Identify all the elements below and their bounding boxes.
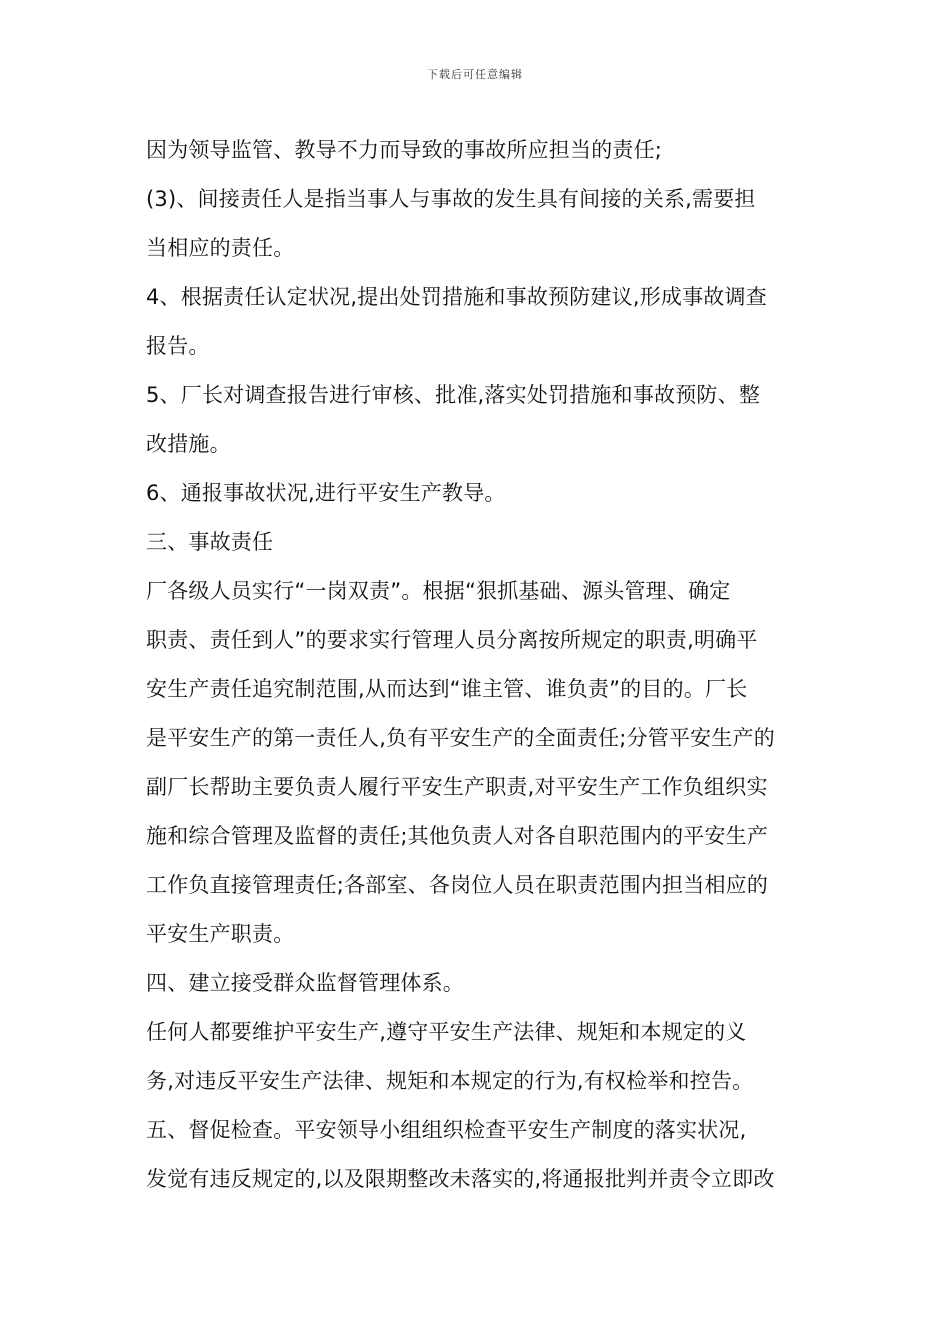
text-line: 平安生产职责。: [146, 922, 295, 946]
section-heading: 五、督促检查。平安领导小组组织检查平安生产制度的落实状况,: [146, 1118, 747, 1142]
text-line: 因为领导监管、教导不力而导致的事故所应担当的责任;: [146, 138, 663, 162]
text-line: 工作负直接管理责任;各部室、各岗位人员在职责范围内担当相应的: [146, 873, 769, 897]
text-line: 是平安生产的第一责任人,负有平安生产的全面责任;分管平安生产的: [146, 726, 775, 750]
text-line: 任何人都要维护平安生产,遵守平安生产法律、规矩和本规定的义: [146, 1020, 747, 1044]
text-line: 4、根据责任认定状况,提出处罚措施和事故预防建议,形成事故调查: [146, 285, 767, 309]
text-line: 5、厂长对调查报告进行审核、批准,落实处罚措施和事故预防、整: [146, 383, 761, 407]
text-line: 施和综合管理及监督的责任;其他负责人对各自职范围内的平安生产: [146, 824, 769, 848]
text-line: 务,对违反平安生产法律、规矩和本规定的行为,有权检举和控告。: [146, 1069, 754, 1093]
text-line: 副厂长帮助主要负责人履行平安生产职责,对平安生产工作负组织实: [146, 775, 768, 799]
text-line: (3)、间接责任人是指当事人与事故的发生具有间接的关系,需要担: [146, 187, 756, 211]
text-line: 职责、责任到人”的要求实行管理人员分离按所规定的职责,明确平: [146, 628, 758, 652]
text-line: 改措施。: [146, 432, 231, 456]
text-line: 6、通报事故状况,进行平安生产教导。: [146, 481, 506, 505]
section-heading: 三、事故责任: [146, 530, 274, 554]
text-line: 安生产责任追究制范围,从而达到“谁主管、谁负责”的目的。厂长: [146, 677, 748, 701]
text-line: 厂各级人员实行“一岗双责”。根据“狠抓基础、源头管理、确定: [146, 579, 731, 603]
document-body: [146, 126, 808, 1204]
text-line: 当相应的责任。: [146, 236, 295, 260]
text-line: 发觉有违反规定的,以及限期整改未落实的,将通报批判并责令立即改: [146, 1167, 775, 1191]
section-heading: 四、建立接受群众监督管理体系。: [146, 971, 464, 995]
page-header: 下载后可任意编辑: [427, 68, 523, 81]
text-line: 报告。: [146, 334, 210, 358]
